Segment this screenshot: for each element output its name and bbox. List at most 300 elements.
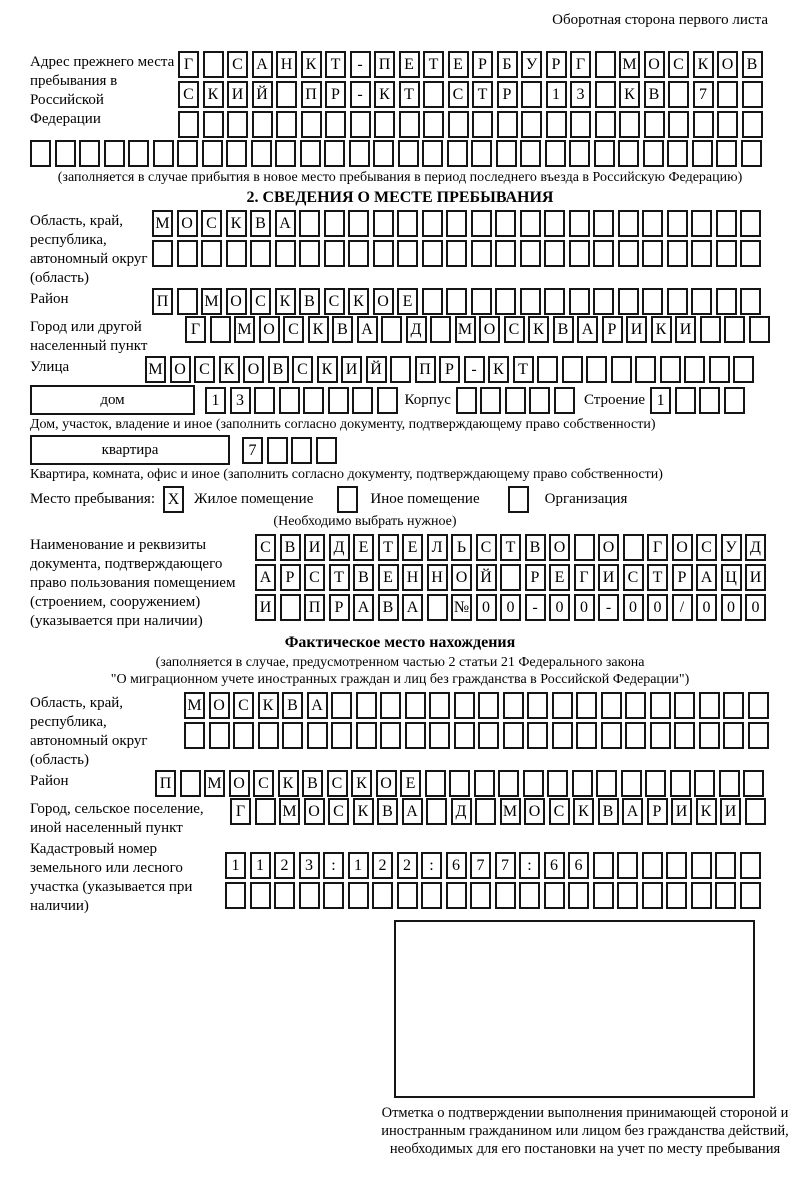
char-cell[interactable] <box>642 210 663 237</box>
char-cell[interactable] <box>352 387 373 414</box>
char-cell[interactable] <box>547 770 568 797</box>
char-cell[interactable] <box>724 387 745 414</box>
char-cell[interactable] <box>544 288 565 315</box>
char-cell[interactable] <box>666 852 687 879</box>
char-cell[interactable]: 3 <box>570 81 591 108</box>
char-cell[interactable] <box>503 722 524 749</box>
char-cell[interactable] <box>650 692 671 719</box>
char-cell[interactable]: О <box>672 534 693 561</box>
char-cell[interactable] <box>426 798 447 825</box>
char-cell[interactable] <box>348 882 369 909</box>
char-cell[interactable]: И <box>255 594 276 621</box>
char-cell[interactable]: 0 <box>623 594 644 621</box>
char-cell[interactable] <box>210 316 231 343</box>
char-cell[interactable]: X <box>163 486 184 513</box>
char-cell[interactable]: С <box>476 534 497 561</box>
char-cell[interactable]: Т <box>329 564 350 591</box>
char-cell[interactable]: - <box>598 594 619 621</box>
char-cell[interactable] <box>226 240 247 267</box>
char-cell[interactable]: В <box>299 288 320 315</box>
char-cell[interactable] <box>576 692 597 719</box>
char-cell[interactable] <box>152 240 173 267</box>
char-cell[interactable]: 1 <box>205 387 226 414</box>
char-cell[interactable] <box>569 240 590 267</box>
char-cell[interactable]: К <box>278 770 299 797</box>
char-cell[interactable] <box>505 387 526 414</box>
char-cell[interactable]: Т <box>500 534 521 561</box>
char-cell[interactable] <box>225 882 246 909</box>
char-cell[interactable] <box>454 692 475 719</box>
char-cell[interactable] <box>527 692 548 719</box>
char-cell[interactable] <box>203 111 224 138</box>
char-cell[interactable]: В <box>644 81 665 108</box>
char-cell[interactable] <box>520 140 541 167</box>
char-cell[interactable] <box>279 387 300 414</box>
char-cell[interactable]: 0 <box>696 594 717 621</box>
char-cell[interactable]: А <box>402 798 423 825</box>
char-cell[interactable]: А <box>696 564 717 591</box>
char-cell[interactable]: А <box>622 798 643 825</box>
char-cell[interactable] <box>299 210 320 237</box>
char-cell[interactable] <box>202 140 223 167</box>
char-cell[interactable] <box>55 140 76 167</box>
char-cell[interactable] <box>642 852 663 879</box>
char-cell[interactable]: М <box>145 356 166 383</box>
char-cell[interactable]: С <box>549 798 570 825</box>
char-cell[interactable] <box>324 240 345 267</box>
char-cell[interactable] <box>398 140 419 167</box>
char-cell[interactable]: 1 <box>225 852 246 879</box>
char-cell[interactable] <box>447 140 468 167</box>
char-cell[interactable]: 3 <box>299 852 320 879</box>
char-cell[interactable] <box>373 210 394 237</box>
char-cell[interactable]: А <box>252 51 273 78</box>
char-cell[interactable]: С <box>201 210 222 237</box>
char-cell[interactable]: О <box>717 51 738 78</box>
char-cell[interactable] <box>180 770 201 797</box>
char-cell[interactable]: / <box>672 594 693 621</box>
char-cell[interactable]: Д <box>406 316 427 343</box>
char-cell[interactable]: А <box>353 594 374 621</box>
char-cell[interactable] <box>397 240 418 267</box>
char-cell[interactable]: И <box>675 316 696 343</box>
char-cell[interactable] <box>611 356 632 383</box>
char-cell[interactable] <box>331 692 352 719</box>
char-cell[interactable] <box>645 770 666 797</box>
char-cell[interactable] <box>471 140 492 167</box>
char-cell[interactable]: 6 <box>568 852 589 879</box>
char-cell[interactable] <box>692 140 713 167</box>
char-cell[interactable] <box>446 210 467 237</box>
char-cell[interactable] <box>201 240 222 267</box>
char-cell[interactable] <box>495 210 516 237</box>
char-cell[interactable]: С <box>178 81 199 108</box>
char-cell[interactable]: Г <box>185 316 206 343</box>
organization-checkbox[interactable] <box>508 486 529 513</box>
char-cell[interactable]: С <box>504 316 525 343</box>
char-cell[interactable] <box>177 240 198 267</box>
char-cell[interactable]: 0 <box>476 594 497 621</box>
char-cell[interactable] <box>691 288 712 315</box>
char-cell[interactable]: О <box>373 288 394 315</box>
char-cell[interactable] <box>252 111 273 138</box>
char-cell[interactable] <box>456 387 477 414</box>
char-cell[interactable] <box>520 288 541 315</box>
char-cell[interactable] <box>644 111 665 138</box>
char-cell[interactable]: И <box>745 564 766 591</box>
char-cell[interactable] <box>717 111 738 138</box>
char-cell[interactable]: Т <box>472 81 493 108</box>
char-cell[interactable]: Р <box>325 81 346 108</box>
char-cell[interactable] <box>675 387 696 414</box>
char-cell[interactable] <box>430 316 451 343</box>
char-cell[interactable]: К <box>353 798 374 825</box>
char-cell[interactable] <box>177 288 198 315</box>
char-cell[interactable]: М <box>201 288 222 315</box>
char-cell[interactable] <box>572 770 593 797</box>
char-cell[interactable]: О <box>177 210 198 237</box>
char-cell[interactable]: Е <box>448 51 469 78</box>
char-cell[interactable]: С <box>696 534 717 561</box>
char-cell[interactable]: К <box>374 81 395 108</box>
char-cell[interactable] <box>742 81 763 108</box>
char-cell[interactable]: Р <box>647 798 668 825</box>
char-cell[interactable]: С <box>327 770 348 797</box>
char-cell[interactable] <box>209 722 230 749</box>
char-cell[interactable] <box>301 111 322 138</box>
char-cell[interactable]: Ц <box>721 564 742 591</box>
char-cell[interactable] <box>299 882 320 909</box>
char-cell[interactable] <box>331 722 352 749</box>
char-cell[interactable] <box>740 882 761 909</box>
char-cell[interactable] <box>405 722 426 749</box>
char-cell[interactable]: Н <box>427 564 448 591</box>
char-cell[interactable]: Б <box>497 51 518 78</box>
char-cell[interactable] <box>429 722 450 749</box>
char-cell[interactable] <box>374 111 395 138</box>
char-cell[interactable] <box>576 722 597 749</box>
char-cell[interactable] <box>594 140 615 167</box>
char-cell[interactable] <box>227 111 248 138</box>
char-cell[interactable] <box>480 387 501 414</box>
char-cell[interactable] <box>642 882 663 909</box>
char-cell[interactable]: Л <box>427 534 448 561</box>
char-cell[interactable]: В <box>268 356 289 383</box>
char-cell[interactable] <box>299 240 320 267</box>
char-cell[interactable] <box>471 240 492 267</box>
char-cell[interactable]: Е <box>549 564 570 591</box>
char-cell[interactable]: : <box>421 852 442 879</box>
char-cell[interactable] <box>423 111 444 138</box>
char-cell[interactable]: С <box>448 81 469 108</box>
char-cell[interactable]: С <box>668 51 689 78</box>
char-cell[interactable] <box>177 140 198 167</box>
char-cell[interactable] <box>471 288 492 315</box>
char-cell[interactable]: С <box>255 534 276 561</box>
char-cell[interactable] <box>716 210 737 237</box>
char-cell[interactable] <box>748 692 769 719</box>
char-cell[interactable] <box>667 210 688 237</box>
char-cell[interactable] <box>554 387 575 414</box>
char-cell[interactable] <box>700 316 721 343</box>
char-cell[interactable]: И <box>227 81 248 108</box>
char-cell[interactable]: И <box>341 356 362 383</box>
char-cell[interactable]: 6 <box>446 852 467 879</box>
char-cell[interactable] <box>699 722 720 749</box>
char-cell[interactable]: 7 <box>693 81 714 108</box>
char-cell[interactable] <box>153 140 174 167</box>
char-cell[interactable] <box>472 111 493 138</box>
char-cell[interactable]: О <box>644 51 665 78</box>
char-cell[interactable]: О <box>229 770 250 797</box>
char-cell[interactable]: О <box>259 316 280 343</box>
char-cell[interactable] <box>495 288 516 315</box>
char-cell[interactable] <box>422 288 443 315</box>
char-cell[interactable] <box>373 140 394 167</box>
char-cell[interactable]: К <box>317 356 338 383</box>
char-cell[interactable]: Р <box>472 51 493 78</box>
char-cell[interactable] <box>593 852 614 879</box>
char-cell[interactable] <box>337 486 358 513</box>
char-cell[interactable] <box>291 437 312 464</box>
char-cell[interactable]: О <box>170 356 191 383</box>
char-cell[interactable]: 0 <box>574 594 595 621</box>
char-cell[interactable] <box>397 882 418 909</box>
char-cell[interactable] <box>423 81 444 108</box>
char-cell[interactable]: У <box>521 51 542 78</box>
char-cell[interactable] <box>255 798 276 825</box>
char-cell[interactable] <box>740 240 761 267</box>
char-cell[interactable]: Р <box>329 594 350 621</box>
residential-checkbox[interactable] <box>163 486 184 513</box>
char-cell[interactable]: С <box>304 564 325 591</box>
char-cell[interactable]: В <box>280 534 301 561</box>
char-cell[interactable] <box>699 692 720 719</box>
char-cell[interactable]: О <box>376 770 397 797</box>
char-cell[interactable] <box>397 210 418 237</box>
char-cell[interactable] <box>595 51 616 78</box>
char-cell[interactable] <box>233 722 254 749</box>
char-cell[interactable] <box>545 140 566 167</box>
char-cell[interactable]: Г <box>230 798 251 825</box>
char-cell[interactable] <box>617 882 638 909</box>
char-cell[interactable] <box>328 387 349 414</box>
char-cell[interactable]: 0 <box>549 594 570 621</box>
char-cell[interactable] <box>670 770 691 797</box>
char-cell[interactable]: К <box>301 51 322 78</box>
char-cell[interactable] <box>668 81 689 108</box>
char-cell[interactable] <box>691 210 712 237</box>
char-cell[interactable]: К <box>348 288 369 315</box>
char-cell[interactable] <box>569 210 590 237</box>
char-cell[interactable] <box>537 356 558 383</box>
char-cell[interactable]: Д <box>329 534 350 561</box>
char-cell[interactable] <box>276 81 297 108</box>
char-cell[interactable] <box>666 882 687 909</box>
char-cell[interactable]: Н <box>276 51 297 78</box>
char-cell[interactable]: 7 <box>470 852 491 879</box>
char-cell[interactable]: Р <box>525 564 546 591</box>
char-cell[interactable] <box>274 882 295 909</box>
char-cell[interactable]: Ь <box>451 534 472 561</box>
char-cell[interactable]: А <box>357 316 378 343</box>
char-cell[interactable]: Г <box>178 51 199 78</box>
char-cell[interactable] <box>275 140 296 167</box>
char-cell[interactable]: А <box>275 210 296 237</box>
char-cell[interactable]: М <box>152 210 173 237</box>
char-cell[interactable] <box>716 240 737 267</box>
char-cell[interactable]: У <box>721 534 742 561</box>
char-cell[interactable] <box>691 882 712 909</box>
char-cell[interactable]: Т <box>423 51 444 78</box>
char-cell[interactable] <box>178 111 199 138</box>
char-cell[interactable]: В <box>353 564 374 591</box>
char-cell[interactable]: 0 <box>647 594 668 621</box>
char-cell[interactable]: К <box>203 81 224 108</box>
char-cell[interactable]: : <box>323 852 344 879</box>
char-cell[interactable] <box>79 140 100 167</box>
char-cell[interactable] <box>741 140 762 167</box>
char-cell[interactable] <box>380 722 401 749</box>
char-cell[interactable] <box>684 356 705 383</box>
char-cell[interactable] <box>250 240 271 267</box>
char-cell[interactable]: А <box>255 564 276 591</box>
char-cell[interactable] <box>519 882 540 909</box>
char-cell[interactable] <box>643 140 664 167</box>
char-cell[interactable] <box>723 722 744 749</box>
char-cell[interactable]: К <box>258 692 279 719</box>
char-cell[interactable] <box>104 140 125 167</box>
char-cell[interactable]: С <box>233 692 254 719</box>
char-cell[interactable] <box>497 111 518 138</box>
char-cell[interactable]: И <box>720 798 741 825</box>
char-cell[interactable] <box>668 111 689 138</box>
char-cell[interactable] <box>356 722 377 749</box>
char-cell[interactable] <box>715 852 736 879</box>
char-cell[interactable]: К <box>693 51 714 78</box>
char-cell[interactable]: 2 <box>372 852 393 879</box>
char-cell[interactable] <box>544 210 565 237</box>
char-cell[interactable] <box>699 387 720 414</box>
char-cell[interactable] <box>717 81 738 108</box>
char-cell[interactable]: Р <box>280 564 301 591</box>
char-cell[interactable] <box>667 140 688 167</box>
char-cell[interactable]: М <box>184 692 205 719</box>
char-cell[interactable] <box>618 210 639 237</box>
char-cell[interactable]: И <box>598 564 619 591</box>
char-cell[interactable] <box>693 111 714 138</box>
char-cell[interactable]: 2 <box>274 852 295 879</box>
char-cell[interactable] <box>30 140 51 167</box>
char-cell[interactable] <box>743 770 764 797</box>
char-cell[interactable] <box>478 692 499 719</box>
char-cell[interactable] <box>617 852 638 879</box>
char-cell[interactable] <box>569 288 590 315</box>
char-cell[interactable] <box>593 288 614 315</box>
char-cell[interactable]: К <box>696 798 717 825</box>
char-cell[interactable]: В <box>525 534 546 561</box>
char-cell[interactable] <box>303 387 324 414</box>
char-cell[interactable]: С <box>324 288 345 315</box>
char-cell[interactable] <box>251 140 272 167</box>
char-cell[interactable] <box>601 722 622 749</box>
char-cell[interactable]: 7 <box>495 852 516 879</box>
char-cell[interactable]: 1 <box>250 852 271 879</box>
char-cell[interactable] <box>448 111 469 138</box>
char-cell[interactable]: К <box>351 770 372 797</box>
char-cell[interactable] <box>503 692 524 719</box>
char-cell[interactable] <box>601 692 622 719</box>
char-cell[interactable] <box>595 111 616 138</box>
char-cell[interactable]: В <box>250 210 271 237</box>
char-cell[interactable] <box>280 594 301 621</box>
char-cell[interactable]: К <box>488 356 509 383</box>
char-cell[interactable] <box>425 770 446 797</box>
char-cell[interactable] <box>650 722 671 749</box>
char-cell[interactable] <box>348 240 369 267</box>
char-cell[interactable]: И <box>671 798 692 825</box>
char-cell[interactable] <box>667 240 688 267</box>
char-cell[interactable] <box>593 240 614 267</box>
char-cell[interactable]: В <box>332 316 353 343</box>
char-cell[interactable] <box>316 437 337 464</box>
char-cell[interactable] <box>724 316 745 343</box>
char-cell[interactable] <box>470 882 491 909</box>
char-cell[interactable]: Й <box>252 81 273 108</box>
char-cell[interactable] <box>508 486 529 513</box>
char-cell[interactable] <box>749 316 770 343</box>
char-cell[interactable]: М <box>279 798 300 825</box>
char-cell[interactable]: Й <box>366 356 387 383</box>
char-cell[interactable]: М <box>500 798 521 825</box>
char-cell[interactable] <box>446 288 467 315</box>
char-cell[interactable] <box>184 722 205 749</box>
char-cell[interactable]: О <box>524 798 545 825</box>
char-cell[interactable]: О <box>304 798 325 825</box>
char-cell[interactable]: А <box>307 692 328 719</box>
char-cell[interactable]: 0 <box>500 594 521 621</box>
char-cell[interactable] <box>618 140 639 167</box>
char-cell[interactable] <box>203 51 224 78</box>
char-cell[interactable] <box>674 692 695 719</box>
char-cell[interactable]: Т <box>399 81 420 108</box>
char-cell[interactable]: Г <box>574 564 595 591</box>
char-cell[interactable] <box>740 288 761 315</box>
char-cell[interactable]: М <box>234 316 255 343</box>
char-cell[interactable]: - <box>464 356 485 383</box>
char-cell[interactable]: Т <box>378 534 399 561</box>
char-cell[interactable]: В <box>553 316 574 343</box>
char-cell[interactable]: Р <box>439 356 460 383</box>
char-cell[interactable] <box>625 722 646 749</box>
char-cell[interactable]: А <box>577 316 598 343</box>
char-cell[interactable] <box>568 882 589 909</box>
char-cell[interactable]: Р <box>602 316 623 343</box>
char-cell[interactable] <box>349 140 370 167</box>
char-cell[interactable] <box>495 882 516 909</box>
char-cell[interactable]: 1 <box>348 852 369 879</box>
char-cell[interactable] <box>521 111 542 138</box>
char-cell[interactable] <box>471 210 492 237</box>
char-cell[interactable]: О <box>479 316 500 343</box>
char-cell[interactable]: Е <box>399 51 420 78</box>
char-cell[interactable]: С <box>623 564 644 591</box>
char-cell[interactable] <box>544 240 565 267</box>
char-cell[interactable] <box>723 692 744 719</box>
char-cell[interactable]: Р <box>546 51 567 78</box>
char-cell[interactable]: : <box>519 852 540 879</box>
char-cell[interactable]: С <box>292 356 313 383</box>
